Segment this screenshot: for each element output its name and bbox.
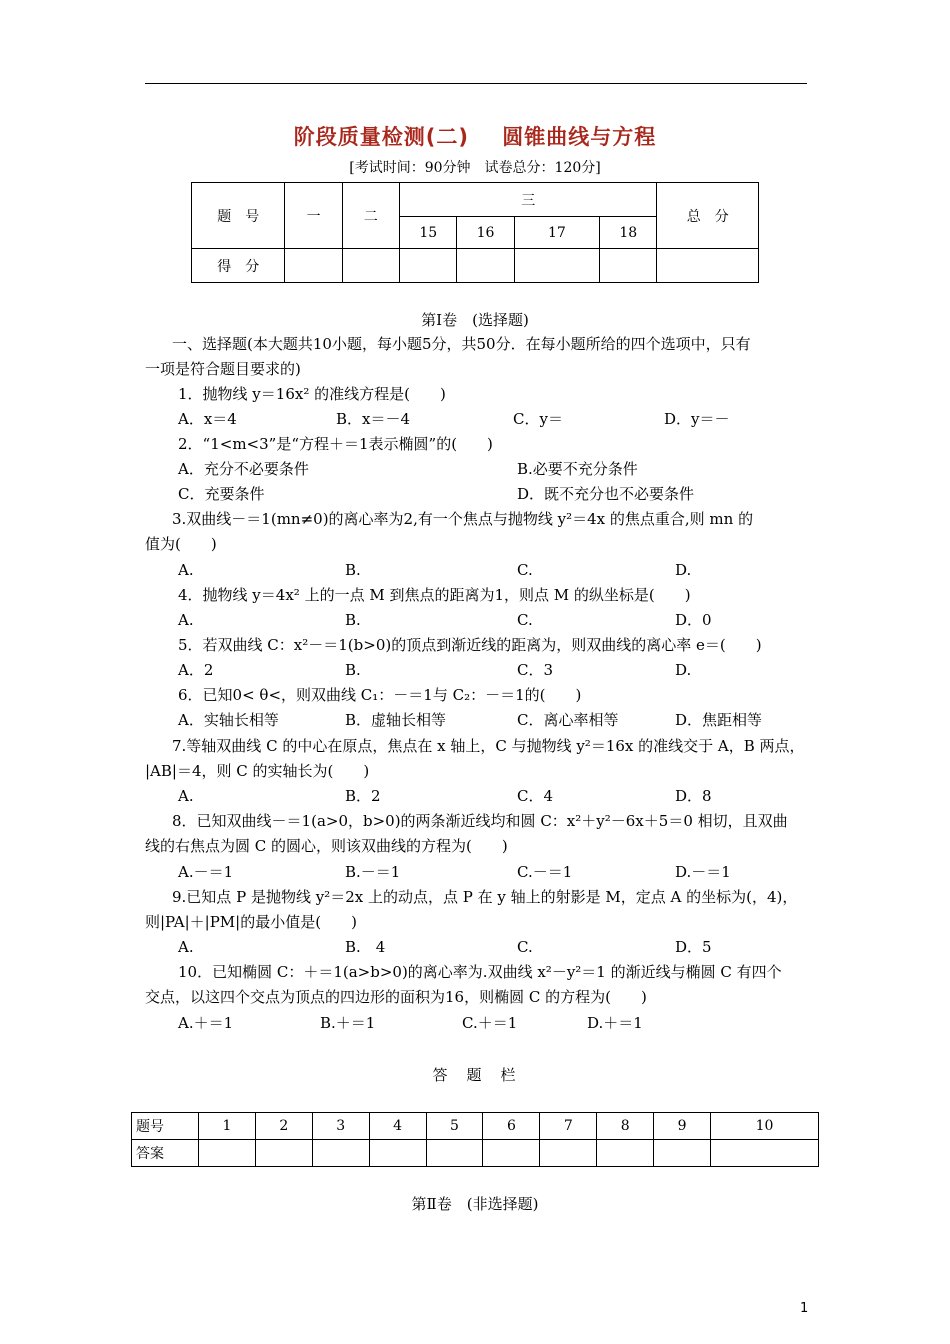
- score-cell: [285, 249, 342, 283]
- option-b: B. 4: [345, 938, 386, 956]
- question-3: 3.双曲线－＝1(mn≠0)的离心率为2,有一个焦点与抛物线 y²＝4x 的焦点重合,则 mn 的: [172, 510, 754, 528]
- sub-header: 15: [400, 217, 457, 249]
- title-right: 圆锥曲线与方程: [502, 125, 657, 149]
- question-number-label: 题 号: [192, 183, 285, 249]
- option-a: A．充分不必要条件: [178, 460, 309, 478]
- option-d: D．既不充分也不必要条件: [517, 485, 695, 503]
- score-cell: [657, 249, 759, 283]
- intro-line: 一项是符合题目要求的): [145, 360, 301, 378]
- option-c: C.＋＝1: [462, 1014, 518, 1032]
- answer-cell: [597, 1140, 654, 1167]
- option-b: B.: [345, 561, 361, 579]
- answer-number: 2: [255, 1113, 312, 1140]
- answer-cell: [199, 1140, 256, 1167]
- answer-row-label: 答案: [132, 1140, 199, 1167]
- answer-number: 6: [483, 1113, 540, 1140]
- answer-cell: [369, 1140, 426, 1167]
- answer-cell: [312, 1140, 369, 1167]
- option-b: B.必要不充分条件: [517, 460, 638, 478]
- section-two-header: 二: [342, 183, 399, 249]
- option-d: D．y＝－: [664, 410, 730, 428]
- answer-number: 7: [540, 1113, 597, 1140]
- question-8: 8．已知双曲线－＝1(a>0，b>0)的两条渐近线均和圆 C：x²＋y²－6x＋5＝0 相切，且双曲: [172, 812, 788, 830]
- option-a: A.: [178, 561, 194, 579]
- score-cell: [457, 249, 514, 283]
- answer-cell: [483, 1140, 540, 1167]
- option-c: C.: [517, 938, 533, 956]
- option-a: A．x＝4: [178, 410, 237, 428]
- answer-number: 8: [597, 1113, 654, 1140]
- top-rule: [145, 83, 807, 84]
- answer-table: [131, 1112, 819, 1167]
- sub-header: 16: [457, 217, 514, 249]
- exam-info: [考试时间：90分钟 试卷总分：120分]: [349, 160, 601, 176]
- question-8-cont: 线的右焦点为圆 C 的圆心，则该双曲线的方程为( ): [145, 837, 508, 855]
- option-b: B.: [345, 661, 361, 679]
- option-d: D．5: [675, 938, 712, 956]
- answer-cell: [711, 1140, 819, 1167]
- answer-cell: [255, 1140, 312, 1167]
- option-b: B.－＝1: [345, 863, 401, 881]
- part1-heading: 第Ⅰ卷 (选择题): [421, 311, 529, 329]
- option-d: D．0: [675, 611, 712, 629]
- option-a: A.－＝1: [178, 863, 234, 881]
- option-b: B.: [345, 611, 361, 629]
- option-c: C．离心率相等: [517, 711, 619, 729]
- question-6: 6．已知0< θ<，则双曲线 C₁：－＝1与 C₂：－＝1的( ): [178, 686, 582, 704]
- option-d: D.: [675, 561, 692, 579]
- score-cell: [514, 249, 599, 283]
- title-left: 阶段质量检测(二): [293, 125, 469, 149]
- option-c: C．y＝: [513, 410, 563, 428]
- answer-cell: [540, 1140, 597, 1167]
- option-c: C.－＝1: [517, 863, 573, 881]
- question-4: 4．抛物线 y＝4x² 上的一点 M 到焦点的距离为1，则点 M 的纵坐标是( ): [178, 586, 691, 604]
- option-d: D．8: [675, 787, 712, 805]
- answer-cell: [654, 1140, 711, 1167]
- option-a: A．2: [178, 661, 214, 679]
- option-c: C.: [517, 561, 533, 579]
- sub-header: 17: [514, 217, 599, 249]
- option-a: A．实轴长相等: [178, 711, 279, 729]
- option-d: D.－＝1: [675, 863, 731, 881]
- option-b: B．虚轴长相等: [345, 711, 447, 729]
- question-7-cont: |AB|＝4，则 C 的实轴长为( ): [145, 762, 370, 780]
- page-title: [0, 121, 950, 151]
- option-a: A.: [178, 938, 194, 956]
- option-a: A.: [178, 787, 194, 805]
- answer-number: 3: [312, 1113, 369, 1140]
- answer-number: 4: [369, 1113, 426, 1140]
- sub-header: 18: [600, 217, 657, 249]
- option-b: B．2: [345, 787, 381, 805]
- question-7: 7.等轴双曲线 C 的中心在原点，焦点在 x 轴上，C 与抛物线 y²＝16x 的准线交于 A，B 两点，: [172, 737, 805, 755]
- option-c: C.: [517, 611, 533, 629]
- option-d: D．焦距相等: [675, 711, 763, 729]
- option-d: D.: [675, 661, 692, 679]
- answer-number: 10: [711, 1113, 819, 1140]
- part2-heading: 第Ⅱ卷 (非选择题): [411, 1195, 539, 1213]
- answer-number: 5: [426, 1113, 483, 1140]
- question-9: 9.已知点 P 是抛物线 y²＝2x 上的动点，点 P 在 y 轴上的射影是 M，定点 A 的坐标为(，4)，: [172, 888, 798, 906]
- answer-number: 1: [199, 1113, 256, 1140]
- page-number: 1: [800, 1301, 809, 1316]
- intro-line: 一、选择题(本大题共10小题，每小题5分，共50分．在每小题所给的四个选项中，只有: [172, 335, 751, 353]
- question-3-cont: 值为( ): [145, 535, 217, 553]
- section-three-header: 三: [400, 183, 657, 217]
- score-cell: [600, 249, 657, 283]
- option-b: B．x＝－4: [336, 410, 411, 428]
- section-one-header: 一: [285, 183, 342, 249]
- score-cell: [342, 249, 399, 283]
- question-2: 2．“1<m<3”是“方程＋＝1表示椭圆”的( ): [178, 435, 493, 453]
- question-1: 1．抛物线 y＝16x² 的准线方程是( ): [178, 385, 446, 403]
- option-c: C．充要条件: [178, 485, 265, 503]
- score-table: [191, 182, 759, 283]
- answer-heading: 答 题 栏: [432, 1066, 518, 1084]
- option-c: C．4: [517, 787, 554, 805]
- option-b: B.＋＝1: [320, 1014, 376, 1032]
- question-10-cont: 交点，以这四个交点为顶点的四边形的面积为16，则椭圆 C 的方程为( ): [145, 988, 647, 1006]
- score-label: 得 分: [192, 249, 285, 283]
- answer-cell: [426, 1140, 483, 1167]
- total-header: 总 分: [657, 183, 759, 249]
- option-d: D.＋＝1: [587, 1014, 643, 1032]
- question-9-cont: 则|PA|＋|PM|的最小值是( ): [145, 913, 357, 931]
- question-5: 5．若双曲线 C：x²－＝1(b>0)的顶点到渐近线的距离为，则双曲线的离心率 e＝( ): [178, 636, 762, 654]
- option-a: A.＋＝1: [178, 1014, 234, 1032]
- option-c: C．3: [517, 661, 554, 679]
- answer-row-label: 题号: [132, 1113, 199, 1140]
- option-a: A.: [178, 611, 194, 629]
- question-10: 10．已知椭圆 C：＋＝1(a>b>0)的离心率为.双曲线 x²－y²＝1 的渐近线与椭圆 C 有四个: [178, 963, 782, 981]
- score-cell: [400, 249, 457, 283]
- answer-number: 9: [654, 1113, 711, 1140]
